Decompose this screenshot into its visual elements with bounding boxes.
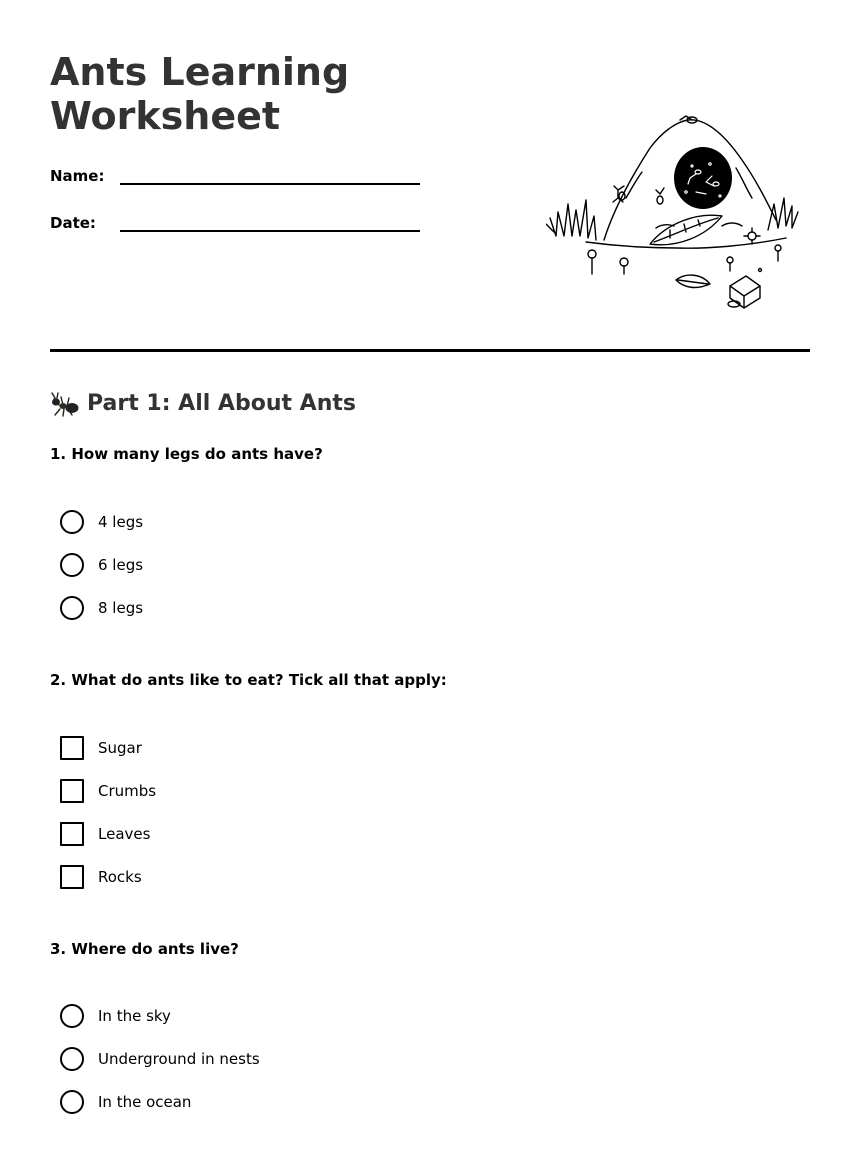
question-3: 3. Where do ants live? <box>50 940 239 958</box>
radio-button[interactable] <box>60 510 84 534</box>
title-line-1: Ants Learning <box>50 50 350 94</box>
checkbox[interactable] <box>60 865 84 889</box>
radio-button[interactable] <box>60 553 84 577</box>
radio-button[interactable] <box>60 596 84 620</box>
radio-button[interactable] <box>60 1047 84 1071</box>
question-1-option-1[interactable] <box>60 508 460 536</box>
question-1-option-3[interactable] <box>60 594 460 622</box>
part-1-heading <box>50 388 356 420</box>
option-label: In the ocean <box>98 1093 192 1111</box>
option-label: 8 legs <box>98 599 144 617</box>
worksheet-page <box>50 0 810 1161</box>
ant-icon <box>50 391 80 417</box>
option-label: Leaves <box>98 825 151 843</box>
question-2-option-1[interactable] <box>60 734 460 762</box>
question-3-option-3[interactable] <box>60 1088 460 1116</box>
question-2-option-4[interactable] <box>60 863 460 891</box>
question-2-option-3[interactable] <box>60 820 460 848</box>
option-label: 6 legs <box>98 556 144 574</box>
question-2: 2. What do ants like to eat? Tick all that apply: <box>50 671 447 689</box>
name-field-row <box>50 166 420 196</box>
option-label: Sugar <box>98 739 142 757</box>
radio-button[interactable] <box>60 1090 84 1114</box>
section-divider <box>50 349 810 352</box>
radio-button[interactable] <box>60 1004 84 1028</box>
name-field[interactable] <box>120 183 420 185</box>
option-label: Underground in nests <box>98 1050 260 1068</box>
option-label: 4 legs <box>98 513 144 531</box>
name-label: Name: <box>50 167 105 185</box>
checkbox[interactable] <box>60 736 84 760</box>
question-1: 1. How many legs do ants have? <box>50 445 323 463</box>
option-label: In the sky <box>98 1007 171 1025</box>
title-line-2: Worksheet <box>50 94 281 138</box>
date-label: Date: <box>50 214 96 232</box>
option-label: Rocks <box>98 868 142 886</box>
checkbox[interactable] <box>60 779 84 803</box>
worksheet-title <box>50 50 430 138</box>
date-field-row <box>50 213 420 243</box>
question-2-option-2[interactable] <box>60 777 460 805</box>
question-3-option-2[interactable] <box>60 1045 460 1073</box>
part-1-title: Part 1: All About Ants <box>87 391 356 416</box>
question-1-option-2[interactable] <box>60 551 460 579</box>
question-3-option-1[interactable] <box>60 1002 460 1030</box>
option-label: Crumbs <box>98 782 157 800</box>
anthill-illustration <box>546 108 802 313</box>
date-field[interactable] <box>120 230 420 232</box>
checkbox[interactable] <box>60 822 84 846</box>
